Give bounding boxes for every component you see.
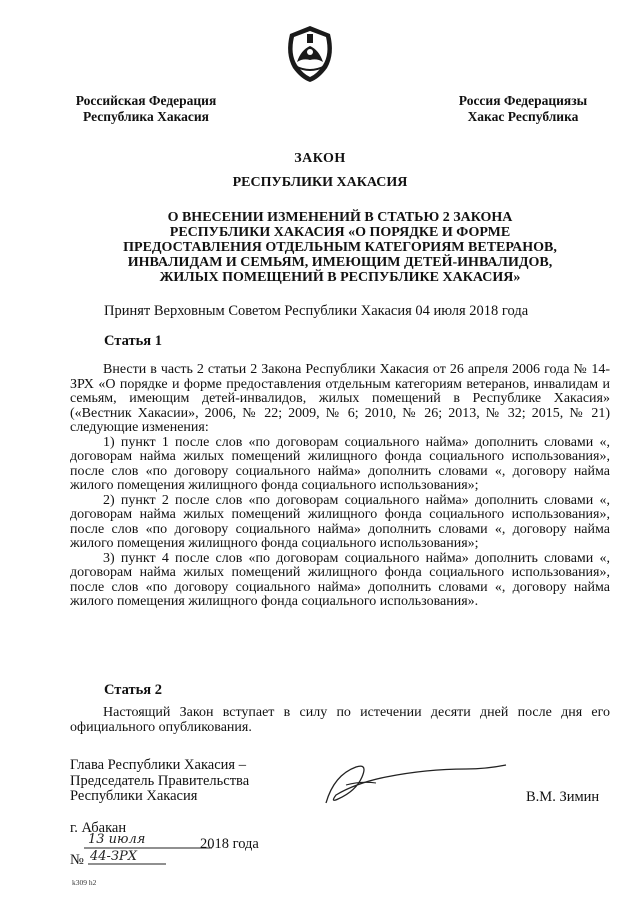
header-right-line2: Хакас Республика <box>467 109 579 124</box>
header-left-line2: Республика Хакасия <box>83 109 209 124</box>
header-left-line1: Российская Федерация <box>75 93 217 108</box>
signing-place: г. Абакан <box>70 820 127 836</box>
subject-line: ИНВАЛИДАМ И СЕМЬЯМ, ИМЕЮЩИМ ДЕТЕЙ-ИНВАЛИДОВ, <box>127 255 553 270</box>
subject-line: О ВНЕСЕНИИ ИЗМЕНЕНИЙ В СТАТЬЮ 2 ЗАКОНА <box>167 210 513 225</box>
article-2-paragraph: Настоящий Закон вступает в силу по истечении десяти дней после дня его официального опубликования. <box>70 705 610 735</box>
handwritten-law-number <box>88 847 168 869</box>
article-1-heading: Статья 1 <box>104 333 162 349</box>
svg-text:13 июля: 13 июля <box>88 832 146 847</box>
article-1-paragraph: 2) пункт 2 после слов «по договорам социального найма» дополнить словами «, договорам найма жилых помещений жилищного фонда социального использования», после слов «по договору социального найма» дополнить словами «, договору найма жилого помещения жилищного фонда социального использования»; <box>70 492 610 551</box>
document-type-title: ЗАКОН <box>294 151 346 166</box>
svg-text:44-ЗРХ: 44-ЗРХ <box>90 849 138 864</box>
subject-line: ЖИЛЫХ ПОМЕЩЕНИЙ В РЕСПУБЛИКЕ ХАКАСИЯ» <box>159 270 521 285</box>
article-2-heading: Статья 2 <box>104 682 162 698</box>
article-1-body <box>70 363 610 610</box>
document-issuer-title: РЕСПУБЛИКИ ХАКАСИЯ <box>232 175 408 190</box>
signatory-position-line: Республики Хакасия <box>70 788 198 804</box>
article-1-paragraph: 1) пункт 1 после слов «по договорам социального найма» дополнить словами «, договорам найма жилых помещений жилищного фонда социального использования», после слов «по договору социального найма» дополнить словами «, договору найма жилого помещения жилищного фонда социального использования»; <box>70 434 610 493</box>
law-subject-title <box>80 210 600 285</box>
article-1-paragraph: Внести в часть 2 статьи 2 Закона Республики Хакасия от 26 апреля 2006 года № 14-ЗРХ «О порядке и форме предоставления отдельным категориям ветеранов, инвалидам и семьям, имеющим детей-инвалидов, жилых помещений в Республике Хакасия» («Вестник Хакасии», 2006, № 22; 2009, № 6; 2010, № 26; 2013, № 32; 2015, № 21) следующие изменения: <box>70 362 610 435</box>
law-number-prefix: № <box>70 852 84 868</box>
republic-khakassia-emblem <box>283 24 337 84</box>
subject-line: РЕСПУБЛИКИ ХАКАСИЯ «О ПОРЯДКЕ И ФОРМЕ <box>169 225 511 240</box>
article-2-body <box>70 706 610 735</box>
handwritten-signature <box>316 755 516 815</box>
signatory-position <box>70 758 249 805</box>
header-federation-khakas <box>448 93 598 125</box>
date-year-text: 2018 года <box>200 836 259 852</box>
signatory-name: В.М. Зимин <box>526 789 600 805</box>
signatory-position-line: Глава Республики Хакасия – <box>70 757 246 773</box>
header-right-line1: Россия Федерациязы <box>458 93 588 108</box>
subject-line: ПРЕДОСТАВЛЕНИЯ ОТДЕЛЬНЫМ КАТЕГОРИЯМ ВЕТЕРАНОВ, <box>123 240 557 255</box>
law-number <box>70 849 190 872</box>
adoption-statement: Принят Верховным Советом Республики Хакасия 04 июля 2018 года <box>104 303 529 319</box>
article-1-paragraph: 3) пункт 4 после слов «по договорам социального найма» дополнить словами «, договорам найма жилых помещений жилищного фонда социального использования», после слов «по договору социального найма» дополнить словами «, договору найма жилого помещения жилищного фонда социального использования». <box>70 550 610 609</box>
footer-document-code: k309 h2 <box>72 878 97 887</box>
signatory-position-line: Председатель Правительства <box>70 772 250 789</box>
header-federation-ru <box>66 93 226 125</box>
